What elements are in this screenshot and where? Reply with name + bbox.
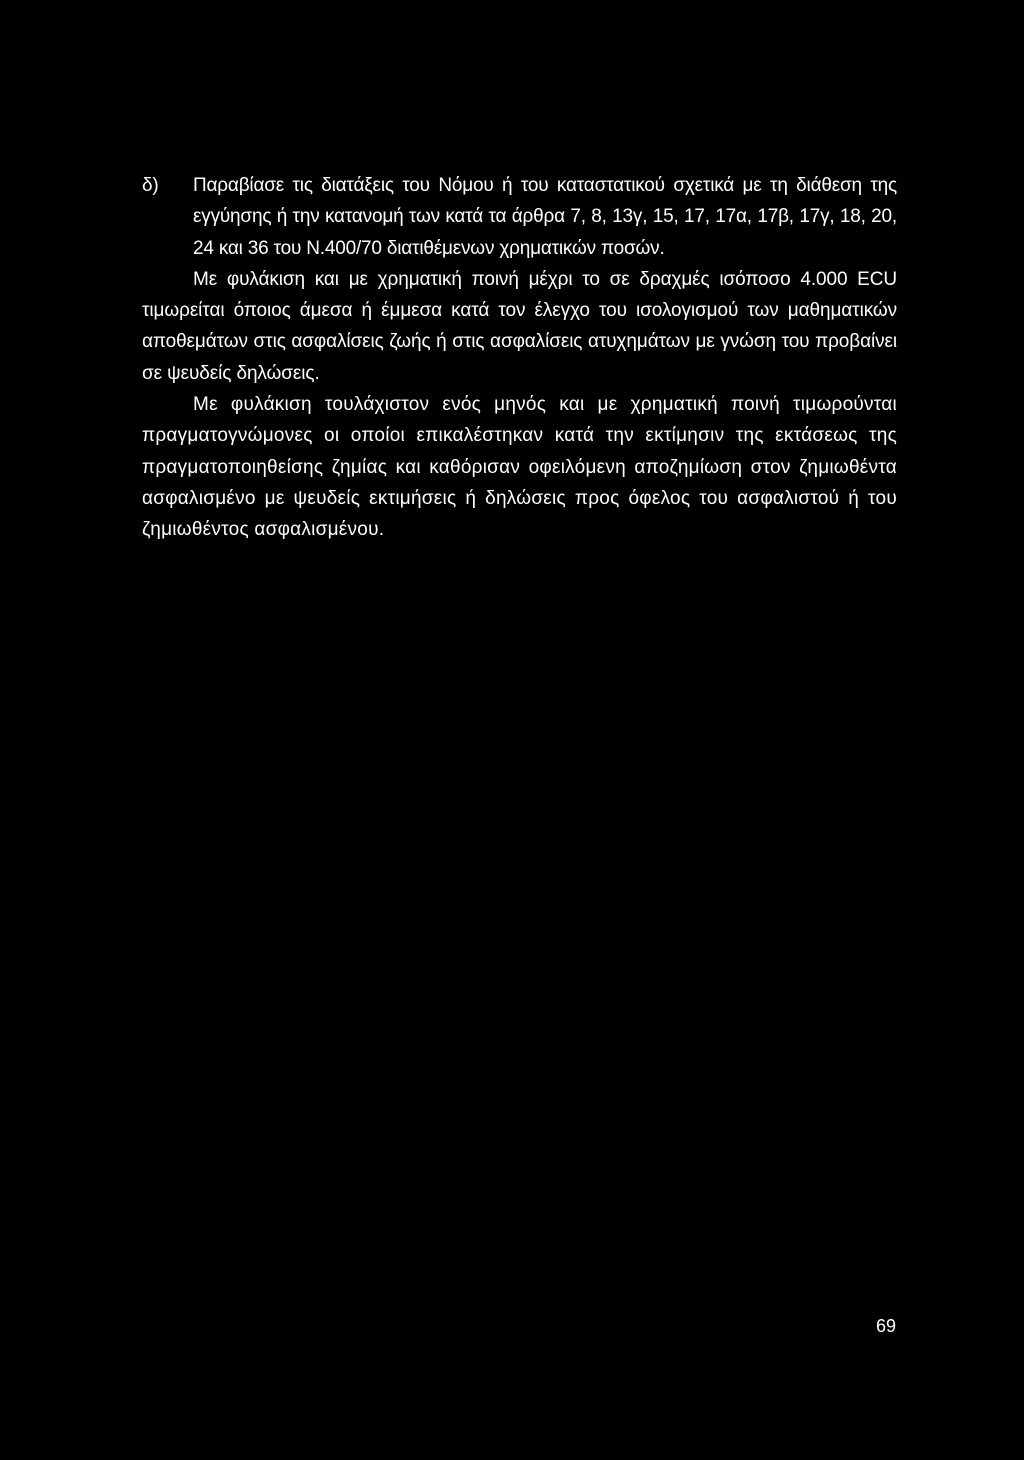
document-body bbox=[142, 170, 897, 546]
page-number: 69 bbox=[876, 1316, 897, 1336]
paragraph-false-statements: Με φυλάκιση και με χρηματική ποινή μέχρι το σε δραχμές ισόποσο 4.000 ECU τιμωρείται όποιος άμεσα ή έμμεσα κατά τον έλεγχο του ισολογισμού των μαθηματικών αποθεμάτων στις ασφαλίσεις ζωής ή στις ασφαλίσεις ατυχημάτων με γνώση του προβαίνει σε ψευδείς δηλώσεις. bbox=[142, 268, 897, 384]
list-item-d bbox=[142, 170, 897, 264]
paragraph-appraisers: Με φυλάκιση τουλάχιστον ενός μηνός και με χρηματική ποινή τιμωρούνται πραγματογνώμονες οι οποίοι επικαλέστηκαν κατά την εκτίμησιν της εκτάσεως της πραγματοποιηθείσης ζημίας και καθόρισαν οφειλόμενη αποζημίωση στον ζημιωθέντα ασφαλισμένο με ψευδείς εκτιμήσεις ή δηλώσεις προς όφελος του ασφαλιστού ή του ζημιωθέντος ασφαλισμένου. bbox=[142, 394, 897, 541]
list-item-text: Παραβίασε τις διατάξεις του Νόμου ή του καταστατικού σχετικά με τη διάθεση της εγγύησης ή την κατανομή των κατά τα άρθρα 7, 8, 13γ, 15, 17, 17α, 17β, 17γ, 18, 20, 24 και 36 του Ν.400/70 διατιθέμενων χρηματικών ποσών. bbox=[193, 175, 897, 259]
list-item-marker: δ) bbox=[142, 175, 159, 196]
